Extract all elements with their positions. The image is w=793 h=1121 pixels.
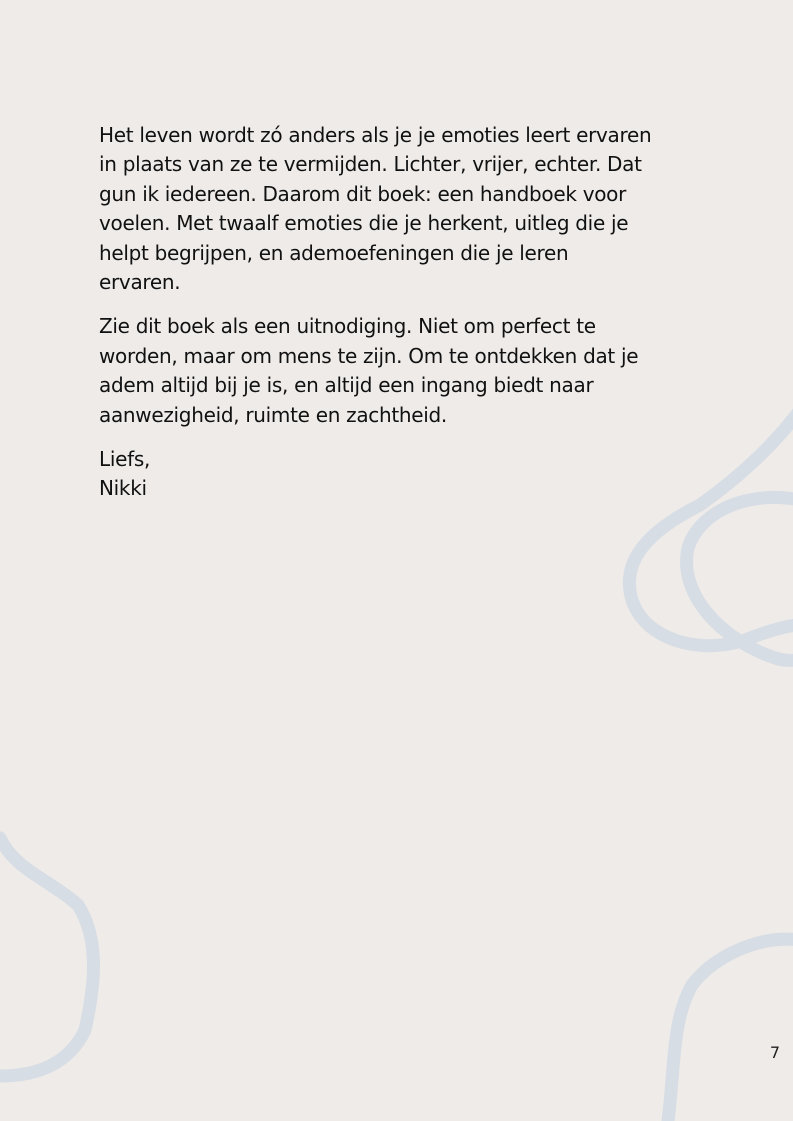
decorative-swirl-right-loop (687, 497, 793, 660)
paragraph-intro: Het leven wordt zó anders als je je emoties leert ervaren in plaats van ze te vermijden. Lichter, vrijer, echter. Dat gun ik iedereen. Daarom dit boek: een handboek voor voelen. Met twaalf emoties die je herkent, uitleg die je helpt begrijpen, en ademoefeningen die je leren ervaren. (99, 123, 652, 295)
signature: Nikki (99, 476, 147, 501)
closing-line: Liefs, (99, 447, 151, 472)
letter-body (99, 121, 709, 504)
decorative-swirl-left (0, 838, 94, 1076)
page-number: 7 (769, 1043, 780, 1062)
decorative-swirl-bottom-right (668, 939, 793, 1121)
paragraph-invitation: Zie dit boek als een uitnodiging. Niet om perfect te worden, maar om mens te zijn. Om te ontdekken dat je adem altijd bij je is, en altijd een ingang biedt naar aanwezigheid, ruimte en zachtheid. (99, 314, 639, 427)
